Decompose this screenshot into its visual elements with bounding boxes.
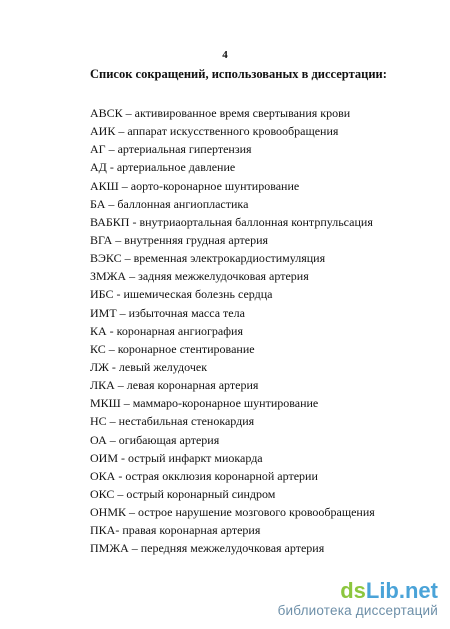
list-item: МКШ – маммаро-коронарное шунтирование [90, 396, 319, 411]
list-item: КС – коронарное стентирование [90, 341, 255, 356]
watermark-subtitle: библиотека диссертаций [277, 603, 438, 618]
list-item: ВГА – внутренняя грудная артерия [90, 232, 269, 247]
list-item: ВАБКП - внутриаортальная баллонная контрпульсация [90, 214, 373, 229]
list-item: ПМЖА – передняя межжелудочковая артерия [90, 541, 325, 556]
list-item: ОА – огибающая артерия [90, 432, 220, 447]
list-item: БА – баллонная ангиопластика [90, 196, 249, 211]
list-item: АД - артериальное давление [90, 160, 236, 175]
list-item: НС – нестабильная стенокардия [90, 414, 255, 429]
list-item: ЛЖ - левый желудочек [90, 359, 208, 374]
watermark-logo-ds: ds [340, 578, 366, 603]
list-item: ЗМЖА – задняя межжелудочковая артерия [90, 269, 309, 284]
list-item: ИМТ – избыточная масса тела [90, 305, 245, 320]
page-title: Список сокращений, использованых в диссертации: [90, 67, 387, 81]
list-item: АИК – аппарат искусственного кровообращения [90, 124, 339, 139]
watermark-logo-net: .net [398, 578, 438, 603]
watermark-logo [278, 580, 438, 602]
list-item: ИБС - ишемическая болезнь сердца [90, 287, 273, 302]
list-item: ОКС – острый коронарный синдром [90, 486, 276, 501]
list-item: ОКА - острая окклюзия коронарной артерии [90, 468, 318, 483]
list-item: КА - коронарная ангиография [90, 323, 243, 338]
list-item: ОИМ - острый инфаркт миокарда [90, 450, 263, 465]
abbreviation-list [90, 104, 375, 558]
list-item: ЛКА – левая коронарная артерия [90, 378, 259, 393]
list-item: АВСК – активированное время свертывания крови [90, 106, 351, 120]
list-item: АГ – артериальная гипертензия [90, 142, 252, 157]
list-item: ВЭКС – временная электрокардиостимуляция [90, 251, 326, 266]
list-item: ПКА- правая коронарная артерия [90, 523, 261, 538]
page-number: 4 [222, 49, 228, 61]
watermark [278, 580, 438, 620]
list-item: АКШ – аорто-коронарное шунтирование [90, 178, 300, 193]
watermark-logo-lib: Lib [365, 578, 399, 603]
list-item: ОНМК – острое нарушение мозгового кровообращения [90, 505, 375, 520]
